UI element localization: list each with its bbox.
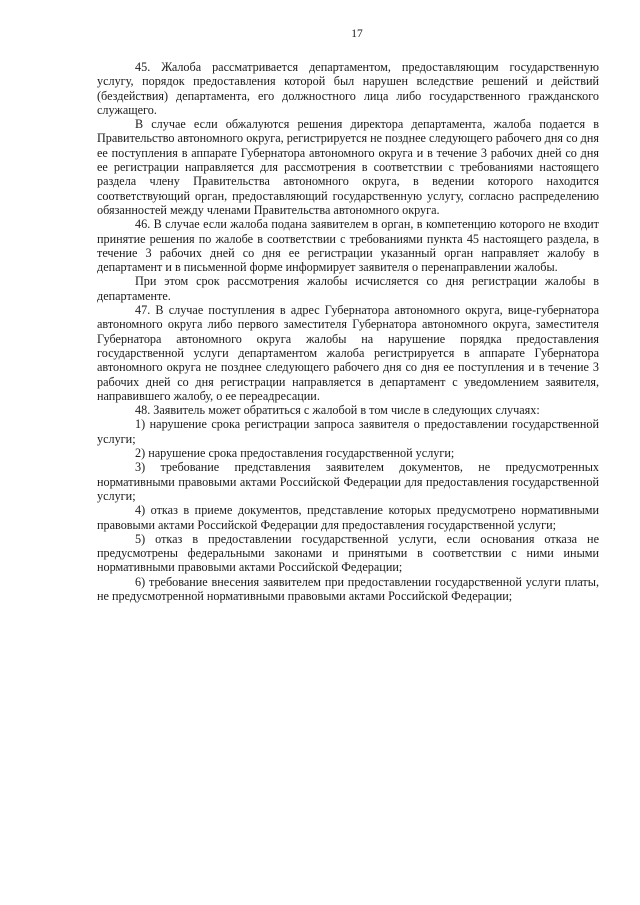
list-item-3: 3) требование представления заявителем документов, не предусмотренных нормативными правовыми актами Российской Федерации для предоставления государственной услуги; xyxy=(97,460,599,503)
document-body xyxy=(97,60,599,603)
list-item-5: 5) отказ в предоставлении государственной услуги, если основания отказа не предусмотрены федеральными законами и принятыми в соответствии с ними иными нормативными правовыми актами Российской Федерации; xyxy=(97,531,599,575)
paragraph-47: 47. В случае поступления в адрес Губернатора автономного округа, вице-губернатора автономного округа либо первого заместителя Губернатора автономного округа, заместителя Губернатора автономного округа жалобы на нарушение порядка предоставления государственной услуги департаментом жалоба регистрируется в аппарате Губернатора автономного округа не позднее следующего рабочего дня со дня ее поступления и в течение 3 рабочих дней со дня регистрации направляется в департамент с уведомлением заявителя, направившего жалобу, о ее переадресации. xyxy=(97,303,599,403)
paragraph-48: 48. Заявитель может обратиться с жалобой в том числе в следующих случаях: xyxy=(135,403,540,418)
page-number: 17 xyxy=(351,28,363,40)
paragraph-46: 46. В случае если жалоба подана заявителем в орган, в компетенцию которого не входит принятие решения по жалобе в соответствии с требованиями пункта 45 настоящего раздела, в течение 3 рабочих дней со дня ее регистрации указанный орган направляет жалобу в департамент и в письменной форме информирует заявителя о перенаправлении жалобы. xyxy=(97,217,599,275)
list-item-4: 4) отказ в приеме документов, представление которых предусмотрено нормативными правовыми актами Российской Федерации для предоставления государственной услуги; xyxy=(97,503,599,532)
paragraph-45-director-appeal: В случае если обжалуются решения директора департамента, жалоба подается в Правительство автономного округа, регистрируется не позднее следующего рабочего дня со дня ее поступления в аппарате Губернатора автономного округа и в течение 3 рабочих дней со дня ее регистрации направляется для рассмотрения в соответствии с требованиями настоящего раздела члену Правительства автономного округа, в ведении которого находится соответствующий орган, предоставляющий государственную услугу, согласно распределению обязанностей между членами Правительства автономного округа. xyxy=(97,117,599,217)
list-item-1: 1) нарушение срока регистрации запроса заявителя о предоставлении государственной услуги; xyxy=(97,417,599,446)
list-item-6: 6) требование внесения заявителем при предоставлении государственной услуги платы, не предусмотренной нормативными правовыми актами Российской Федерации; xyxy=(97,574,599,603)
list-item-2: 2) нарушение срока предоставления государственной услуги; xyxy=(135,446,455,461)
paragraph-46-term: При этом срок рассмотрения жалобы исчисляется со дня регистрации жалобы в департаменте. xyxy=(97,274,599,303)
paragraph-45: 45. Жалоба рассматривается департаментом, предоставляющим государственную услугу, порядок предоставления которой был нарушен вследствие решений и действий (бездействия) департамента, его должностного лица либо государственного гражданского служащего. xyxy=(97,60,599,117)
